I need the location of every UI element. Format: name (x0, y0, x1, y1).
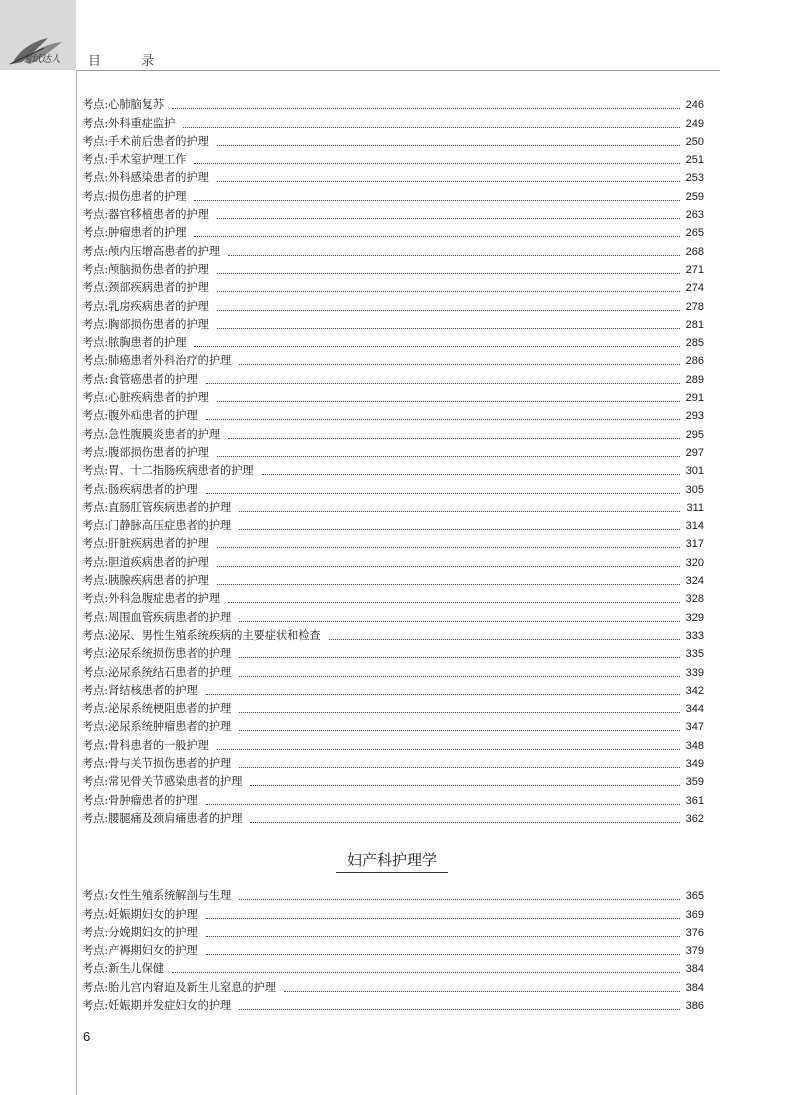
toc-entry[interactable] (82, 169, 704, 187)
toc-entry-page: 293 (685, 410, 704, 423)
toc-entry-label: 考点:肾结核患者的护理 (82, 683, 198, 697)
toc-entry-label: 考点:胰腺疾病患者的护理 (82, 574, 209, 588)
toc-entry-label: 考点:颅内压增高患者的护理 (82, 244, 221, 258)
toc-entry-label: 考点:腰腿痛及颈肩痛患者的护理 (82, 811, 243, 825)
toc-entry[interactable] (82, 997, 704, 1015)
dot-leader (262, 474, 680, 475)
toc-entry-label: 考点:食管癌患者的护理 (82, 372, 198, 386)
dot-leader (239, 657, 679, 658)
toc-entry-label: 考点:损伤患者的护理 (82, 189, 187, 203)
toc-entry-page: 281 (685, 318, 704, 331)
toc-entry-page: 344 (685, 703, 704, 716)
toc-entry-page: 365 (685, 890, 704, 903)
toc-entry-page: 246 (685, 99, 704, 112)
toc-entry-label: 考点:胆道疾病患者的护理 (82, 555, 209, 569)
toc-entry-page: 259 (685, 190, 704, 203)
toc-entry[interactable] (82, 297, 704, 315)
dot-leader (206, 954, 680, 955)
dot-leader (217, 566, 680, 567)
toc-entry-label: 考点:肝脏疾病患者的护理 (82, 537, 209, 551)
toc-entry-page: 291 (685, 392, 704, 405)
toc-entry-label: 考点:泌尿系统损伤患者的护理 (82, 647, 232, 661)
toc-entry-page: 278 (685, 300, 704, 313)
toc-entry-label: 考点:胎儿宫内窘迫及新生儿窒息的护理 (82, 980, 276, 994)
toc-entry[interactable] (82, 535, 704, 553)
toc-entry-label: 考点:手术前后患者的护理 (82, 134, 209, 148)
toc-entry-page: 324 (685, 575, 704, 588)
dot-leader (239, 364, 679, 365)
toc-entry[interactable] (82, 151, 704, 169)
toc-entry[interactable] (82, 242, 704, 260)
toc-entry-page: 335 (685, 648, 704, 661)
toc-entry-label: 考点:腹外疝患者的护理 (82, 409, 198, 423)
toc-entry[interactable] (82, 334, 704, 352)
toc-entry-label: 考点:器官移植患者的护理 (82, 208, 209, 222)
dot-leader (217, 273, 680, 274)
dot-leader (172, 972, 680, 973)
toc-entry-label: 考点:泌尿系统梗阻患者的护理 (82, 702, 232, 716)
toc-entry[interactable] (82, 810, 704, 828)
toc-entry[interactable] (82, 682, 704, 700)
margin-rule (76, 70, 77, 1095)
toc-entry-label: 考点:胃、十二指肠疾病患者的护理 (82, 464, 254, 478)
toc-entry-page: 311 (686, 501, 704, 514)
toc-entry[interactable] (82, 924, 704, 942)
toc-entry[interactable] (82, 187, 704, 205)
toc-entry-page: 249 (685, 117, 704, 130)
toc-entry[interactable] (82, 389, 704, 407)
toc-entry-page: 376 (685, 926, 704, 939)
toc-entry[interactable] (82, 736, 704, 754)
toc-entry-label: 考点:周围血管疾病患者的护理 (82, 610, 232, 624)
toc-entry[interactable] (82, 279, 704, 297)
toc-entry[interactable] (82, 978, 704, 996)
toc-entry-label: 考点:乳房疾病患者的护理 (82, 299, 209, 313)
toc-entry[interactable] (82, 755, 704, 773)
toc-entry-label: 考点:脓胸患者的护理 (82, 336, 187, 350)
toc-entry-page: 386 (685, 1000, 704, 1013)
toc-entry-page: 379 (685, 945, 704, 958)
toc-entry-label: 考点:肠疾病患者的护理 (82, 482, 198, 496)
toc-entry[interactable] (82, 627, 704, 645)
toc-entry-page: 348 (685, 739, 704, 752)
toc-entry[interactable] (82, 499, 704, 517)
toc-entry-label: 考点:泌尿、男性生殖系统疾病的主要症状和检查 (82, 628, 321, 642)
toc-entry-page: 329 (685, 611, 704, 624)
dot-leader (217, 456, 680, 457)
dot-leader (217, 291, 680, 292)
dot-leader (206, 936, 680, 937)
dot-leader (194, 200, 679, 201)
toc-entry-page: 384 (685, 981, 704, 994)
dot-leader (239, 529, 679, 530)
toc-entry-page: 361 (685, 794, 704, 807)
toc-entry[interactable] (82, 905, 704, 923)
dot-leader (228, 602, 680, 603)
toc-entry-page: 286 (685, 355, 704, 368)
dot-leader (206, 694, 680, 695)
toc-entry-page: 301 (685, 465, 704, 478)
toc-entry-page: 342 (685, 684, 704, 697)
toc-list-surgical (82, 96, 704, 828)
toc-entry-label: 考点:分娩期妇女的护理 (82, 925, 198, 939)
toc-entry-label: 考点:腹部损伤患者的护理 (82, 445, 209, 459)
toc-entry-page: 305 (685, 483, 704, 496)
toc-entry-label: 考点:外科急腹症患者的护理 (82, 592, 221, 606)
dot-leader (284, 991, 680, 992)
toc-entry-page: 339 (685, 666, 704, 679)
dot-leader (228, 255, 680, 256)
toc-entry-page: 263 (685, 209, 704, 222)
toc-entry[interactable] (82, 773, 704, 791)
toc-entry[interactable] (82, 791, 704, 809)
toc-entry-label: 考点:肿瘤患者的护理 (82, 226, 187, 240)
toc-entry-label: 考点:外科重症监护 (82, 116, 176, 130)
dot-leader (217, 584, 680, 585)
dot-leader (217, 328, 680, 329)
page-number: 6 (83, 1029, 91, 1044)
dot-leader (228, 438, 680, 439)
toc-entry-label: 考点:肺癌患者外科治疗的护理 (82, 354, 232, 368)
toc-entry-page: 362 (685, 812, 704, 825)
toc-entry-page: 317 (685, 538, 704, 551)
toc-entry[interactable] (82, 960, 704, 978)
toc-entry-page: 253 (685, 172, 704, 185)
toc-entry-label: 考点:妊娠期并发症妇女的护理 (82, 999, 232, 1013)
toc-entry[interactable] (82, 352, 704, 370)
toc-entry-page: 333 (685, 629, 704, 642)
toc-entry-page: 265 (685, 227, 704, 240)
toc-entry[interactable] (82, 206, 704, 224)
toc-entry-label: 考点:心脏疾病患者的护理 (82, 391, 209, 405)
dot-leader (250, 822, 679, 823)
toc-entry-label: 考点:门静脉高压症患者的护理 (82, 519, 232, 533)
toc-entry-page: 274 (685, 282, 704, 295)
dot-leader (217, 218, 680, 219)
toc-entry-page: 251 (685, 154, 704, 167)
toc-entry[interactable] (82, 718, 704, 736)
toc-entry-page: 328 (685, 593, 704, 606)
dot-leader (239, 676, 679, 677)
toc-entry[interactable] (82, 887, 704, 905)
toc-entry[interactable] (82, 462, 704, 480)
dot-leader (239, 712, 679, 713)
dot-leader (239, 511, 680, 512)
toc-entry-label: 考点:女性生殖系统解剖与生理 (82, 889, 232, 903)
toc-entry-label: 考点:妊娠期妇女的护理 (82, 907, 198, 921)
toc-list-obstetrics (82, 887, 704, 1015)
toc-entry[interactable] (82, 425, 704, 443)
page-header-title: 目 录 (88, 54, 173, 69)
toc-entry-label: 考点:产褥期妇女的护理 (82, 944, 198, 958)
dot-leader (239, 621, 679, 622)
dot-leader (206, 493, 680, 494)
toc-entry[interactable] (82, 370, 704, 388)
toc-entry-page: 384 (685, 963, 704, 976)
toc-entry[interactable] (82, 517, 704, 535)
toc-entry[interactable] (82, 942, 704, 960)
toc-entry-page: 349 (685, 757, 704, 770)
toc-entry[interactable] (82, 590, 704, 608)
dot-leader (239, 730, 679, 731)
toc-entry-label: 考点:直肠肛管疾病患者的护理 (82, 500, 232, 514)
toc-entry-page: 268 (685, 245, 704, 258)
toc-entry[interactable] (82, 114, 704, 132)
dot-leader (217, 181, 680, 182)
dot-leader (239, 899, 679, 900)
toc-entry-label: 考点:新生儿保健 (82, 962, 165, 976)
dot-leader (217, 401, 680, 402)
toc-entry-label: 考点:骨科患者的一般护理 (82, 738, 209, 752)
dot-leader (250, 785, 679, 786)
dot-leader (239, 1009, 679, 1010)
dot-leader (217, 547, 680, 548)
toc-entry-page: 295 (685, 428, 704, 441)
dot-leader (194, 346, 679, 347)
dot-leader (206, 918, 680, 919)
toc-entry[interactable] (82, 261, 704, 279)
toc-entry-page: 320 (685, 556, 704, 569)
dot-leader (206, 419, 680, 420)
toc-entry[interactable] (82, 645, 704, 663)
toc-entry-label: 考点:泌尿系统肿瘤患者的护理 (82, 720, 232, 734)
toc-entry-label: 考点:外科感染患者的护理 (82, 171, 209, 185)
toc-entry[interactable] (82, 553, 704, 571)
toc-entry[interactable] (82, 96, 704, 114)
toc-entry-page: 271 (685, 263, 704, 276)
toc-entry-page: 359 (685, 776, 704, 789)
toc-entry-page: 289 (685, 373, 704, 386)
dot-leader (217, 749, 680, 750)
toc-entry[interactable] (82, 316, 704, 334)
toc-entry-label: 考点:急性腹膜炎患者的护理 (82, 427, 221, 441)
toc-entry-label: 考点:骨与关节损伤患者的护理 (82, 756, 232, 770)
dot-leader (206, 804, 680, 805)
toc-entry[interactable] (82, 407, 704, 425)
toc-entry-page: 347 (685, 721, 704, 734)
toc-entry[interactable] (82, 133, 704, 151)
dot-leader (183, 127, 679, 128)
section-title-obstetrics: 妇产科护理学 (336, 849, 448, 873)
toc-entry-page: 250 (685, 135, 704, 148)
dot-leader (239, 767, 679, 768)
toc-entry-label: 考点:心肺脑复苏 (82, 98, 165, 112)
toc-entry[interactable] (82, 608, 704, 626)
toc-entry[interactable] (82, 480, 704, 498)
dot-leader (194, 163, 679, 164)
toc-entry[interactable] (82, 663, 704, 681)
toc-entry-page: 369 (685, 908, 704, 921)
toc-entry[interactable] (82, 572, 704, 590)
toc-entry-page: 297 (685, 446, 704, 459)
toc-entry[interactable] (82, 700, 704, 718)
toc-entry-page: 314 (685, 520, 704, 533)
dot-leader (329, 639, 680, 640)
toc-entry-label: 考点:常见骨关节感染患者的护理 (82, 775, 243, 789)
dot-leader (217, 145, 680, 146)
toc-entry[interactable] (82, 444, 704, 462)
toc-entry-label: 考点:骨肿瘤患者的护理 (82, 793, 198, 807)
toc-entry-label: 考点:手术室护理工作 (82, 153, 187, 167)
logo-text: 考试达人 (22, 54, 60, 65)
header-rule (76, 70, 720, 71)
toc-entry-label: 考点:颅脑损伤患者的护理 (82, 262, 209, 276)
toc-entry-label: 考点:胸部损伤患者的护理 (82, 317, 209, 331)
dot-leader (217, 310, 680, 311)
dot-leader (194, 236, 679, 237)
toc-entry[interactable] (82, 224, 704, 242)
toc-entry-page: 285 (685, 337, 704, 350)
toc-entry-label: 考点:颈部疾病患者的护理 (82, 281, 209, 295)
toc-entry-label: 考点:泌尿系统结石患者的护理 (82, 665, 232, 679)
dot-leader (172, 108, 680, 109)
dot-leader (206, 383, 680, 384)
